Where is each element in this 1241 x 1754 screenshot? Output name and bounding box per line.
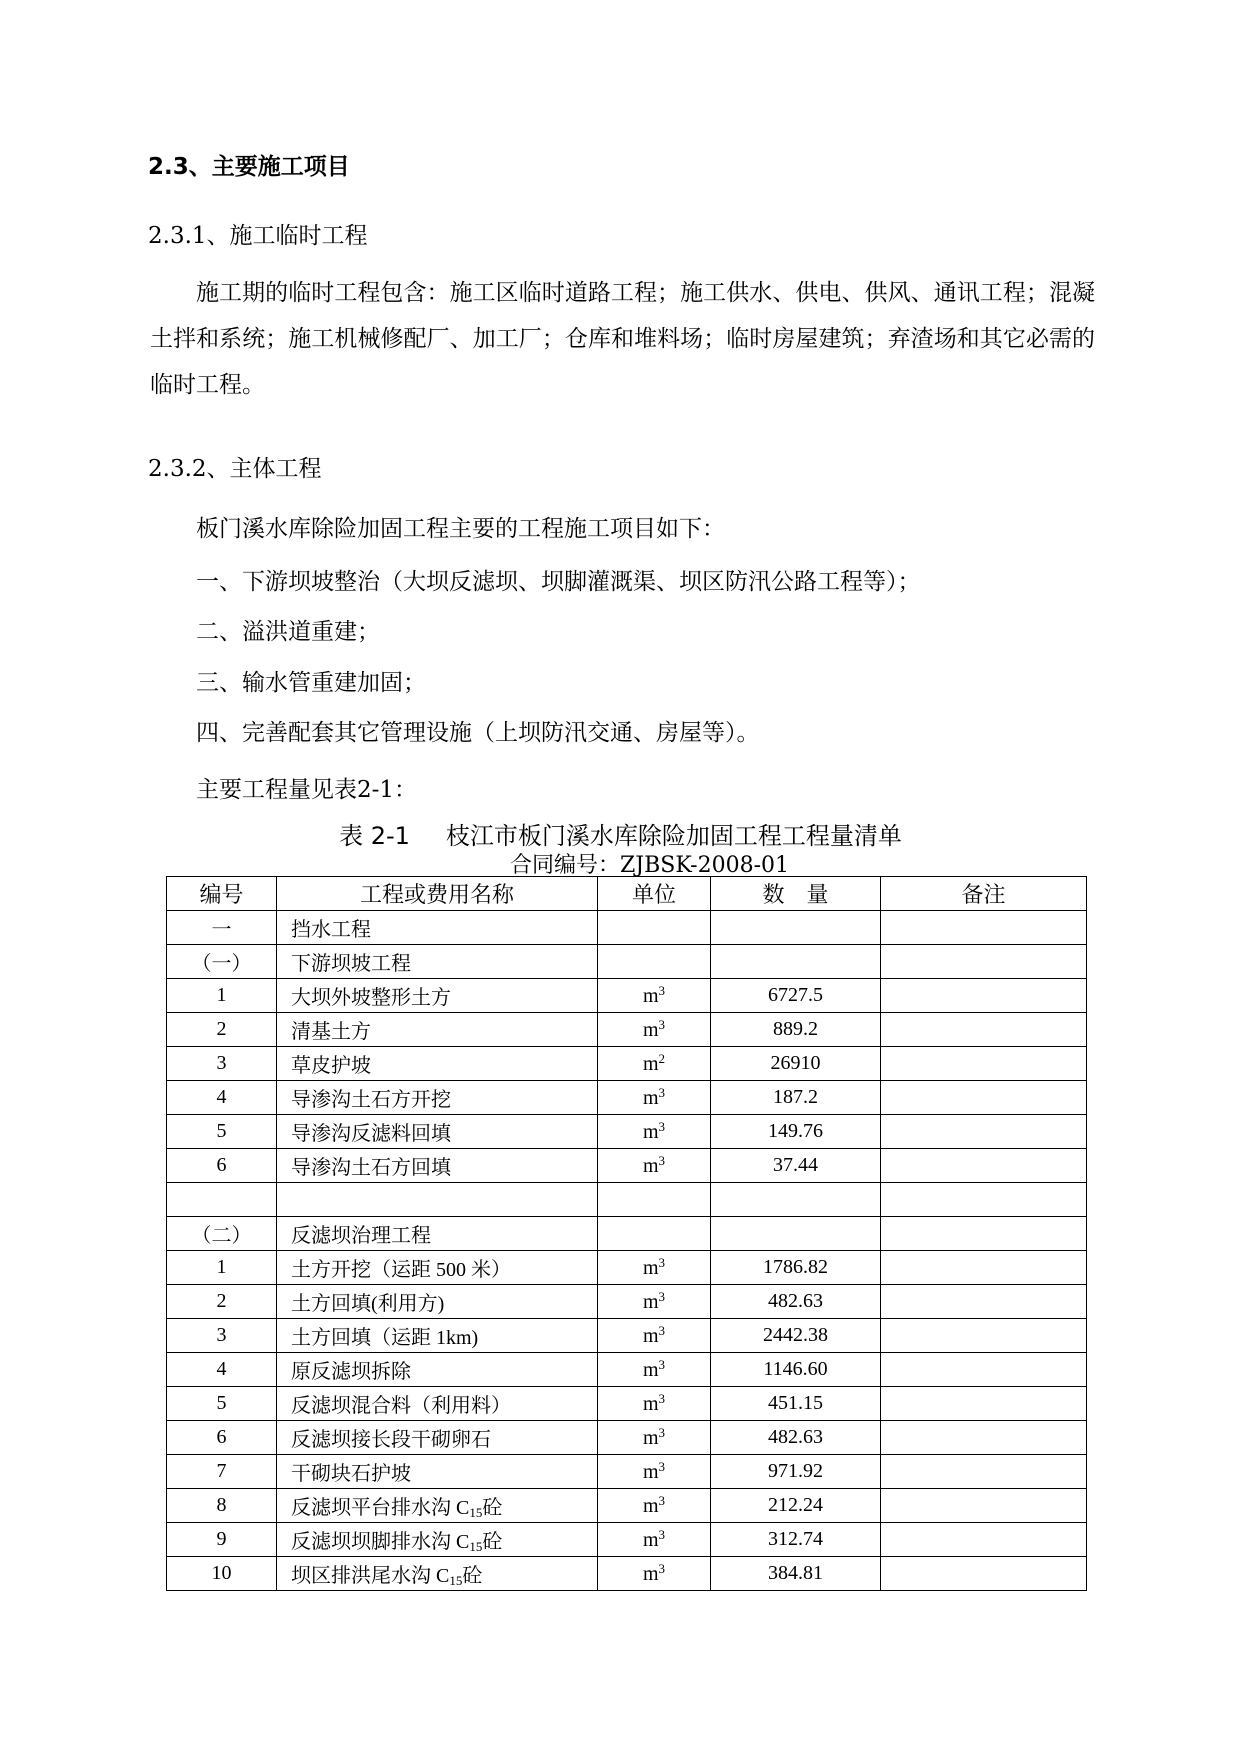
cell-unit-exponent: 3	[658, 1527, 666, 1542]
cell-no: 3	[167, 1047, 277, 1081]
cell-note	[881, 1387, 1087, 1421]
cell-note	[881, 1251, 1087, 1285]
cell-note	[881, 945, 1087, 979]
cell-name: 反滤坝治理工程	[277, 1217, 598, 1251]
table-row	[167, 1319, 1087, 1353]
cell-quantity	[711, 945, 881, 979]
cell-name: 干砌块石护坡	[277, 1455, 598, 1489]
cell-unit	[598, 1285, 711, 1319]
cell-unit-base: m	[642, 1563, 659, 1585]
table-header-row	[167, 877, 1087, 911]
cell-quantity: 312.74	[711, 1523, 881, 1557]
cell-quantity	[711, 1217, 881, 1251]
cell-no	[167, 1183, 277, 1217]
cell-quantity: 6727.5	[711, 979, 881, 1013]
cell-unit	[598, 945, 711, 979]
subsection-title-temporary-works: 2.3.1、施工临时工程	[148, 223, 368, 249]
table-row	[167, 1387, 1087, 1421]
cell-note	[881, 979, 1087, 1013]
cell-name: 导渗沟土石方开挖	[277, 1081, 598, 1115]
cell-unit	[598, 1251, 711, 1285]
cell-unit	[598, 1013, 711, 1047]
header-note: 备注	[881, 877, 1087, 911]
cell-name: 草皮护坡	[277, 1047, 598, 1081]
header-name: 工程或费用名称	[277, 877, 598, 911]
table-row	[167, 1149, 1087, 1183]
cell-unit	[598, 1455, 711, 1489]
main-works-item-4: 四、完善配套其它管理设施（上坝防汛交通、房屋等）。	[196, 720, 760, 746]
cell-unit-base: m	[642, 1155, 659, 1177]
cell-quantity: 1786.82	[711, 1251, 881, 1285]
cell-note	[881, 1149, 1087, 1183]
cell-unit-base: m	[642, 1121, 659, 1143]
cell-unit-base: m	[642, 1325, 659, 1347]
cell-unit	[598, 1115, 711, 1149]
cell-quantity: 451.15	[711, 1387, 881, 1421]
cell-unit	[598, 979, 711, 1013]
temporary-works-paragraph: 施工期的临时工程包含：施工区临时道路工程；施工供水、供电、供风、通讯工程；混凝土拌和系统；施工机械修配厂、加工厂；仓库和堆料场；临时房屋建筑；弃渣场和其它必需的临时工程。	[150, 280, 1095, 398]
cell-name-subscript: 15	[469, 1504, 483, 1520]
cell-no: 6	[167, 1421, 277, 1455]
cell-no: 4	[167, 1353, 277, 1387]
cell-no: 4	[167, 1081, 277, 1115]
table-row	[167, 1081, 1087, 1115]
cell-no: （二）	[167, 1217, 277, 1251]
cell-unit-exponent: 3	[658, 1289, 666, 1304]
cell-name-subscript: 15	[449, 1572, 463, 1588]
subsection-title-main-works: 2.3.2、主体工程	[148, 456, 322, 482]
cell-name: 土方回填(利用方)	[277, 1285, 598, 1319]
table-row	[167, 1251, 1087, 1285]
cell-unit-base: m	[642, 1291, 659, 1313]
cell-name-subscript: 15	[469, 1538, 483, 1554]
cell-unit-exponent: 3	[658, 1255, 666, 1270]
cell-unit-exponent: 3	[658, 983, 666, 998]
table-row	[167, 945, 1087, 979]
cell-unit-base: m	[642, 1495, 659, 1517]
header-unit: 单位	[598, 877, 711, 911]
cell-unit-exponent: 3	[658, 1425, 666, 1440]
cell-no: 一	[167, 911, 277, 945]
cell-name-tail: 砼	[462, 1564, 483, 1587]
cell-unit-base: m	[642, 985, 659, 1007]
cell-unit-exponent: 3	[658, 1017, 666, 1032]
cell-no: 8	[167, 1489, 277, 1523]
table-title	[0, 816, 1241, 851]
cell-name: 导渗沟反滤料回填	[277, 1115, 598, 1149]
cell-unit-exponent: 3	[658, 1153, 666, 1168]
cell-note	[881, 1353, 1087, 1387]
cell-name-text: 反滤坝平台排水沟 C	[291, 1496, 470, 1519]
table-row	[167, 1183, 1087, 1217]
cell-note	[881, 1557, 1087, 1591]
cell-note	[881, 1421, 1087, 1455]
cell-note	[881, 1217, 1087, 1251]
cell-no: 6	[167, 1149, 277, 1183]
cell-no: 7	[167, 1455, 277, 1489]
table-row	[167, 1115, 1087, 1149]
cell-name: 导渗沟土石方回填	[277, 1149, 598, 1183]
cell-quantity: 37.44	[711, 1149, 881, 1183]
table-reference-line: 主要工程量见表2-1：	[196, 777, 418, 803]
cell-unit-exponent: 2	[658, 1051, 666, 1066]
main-works-item-3: 三、输水管重建加固；	[196, 670, 426, 696]
cell-unit	[598, 1387, 711, 1421]
table-row	[167, 1217, 1087, 1251]
cell-quantity	[711, 1183, 881, 1217]
cell-unit-exponent: 3	[658, 1357, 666, 1372]
cell-name	[277, 1557, 598, 1591]
table-row	[167, 1455, 1087, 1489]
cell-note	[881, 1489, 1087, 1523]
cell-note	[881, 1047, 1087, 1081]
cell-no: 1	[167, 979, 277, 1013]
cell-name: 原反滤坝拆除	[277, 1353, 598, 1387]
cell-unit-exponent: 3	[658, 1323, 666, 1338]
cell-no: 2	[167, 1285, 277, 1319]
table-row	[167, 1353, 1087, 1387]
cell-name: 挡水工程	[277, 911, 598, 945]
cell-quantity	[711, 911, 881, 945]
cell-name	[277, 1489, 598, 1523]
cell-unit-base: m	[642, 1461, 659, 1483]
cell-unit-base: m	[642, 1529, 659, 1551]
cell-name	[277, 1183, 598, 1217]
cell-quantity: 384.81	[711, 1557, 881, 1591]
cell-quantity: 889.2	[711, 1013, 881, 1047]
contract-number: 合同编号：ZJBSK-2008-01	[509, 853, 790, 878]
cell-quantity: 482.63	[711, 1285, 881, 1319]
cell-name-text: 反滤坝坝脚排水沟 C	[291, 1530, 470, 1553]
cell-unit	[598, 1149, 711, 1183]
cell-note	[881, 1183, 1087, 1217]
cell-unit-exponent: 3	[658, 1493, 666, 1508]
cell-unit-exponent: 3	[658, 1085, 666, 1100]
cell-unit-exponent: 3	[658, 1119, 666, 1134]
table-row	[167, 1013, 1087, 1047]
cell-no: 9	[167, 1523, 277, 1557]
cell-quantity: 1146.60	[711, 1353, 881, 1387]
table-row	[167, 1489, 1087, 1523]
cell-name: 反滤坝接长段干砌卵石	[277, 1421, 598, 1455]
cell-no: 2	[167, 1013, 277, 1047]
cell-unit	[598, 1421, 711, 1455]
header-no: 编号	[167, 877, 277, 911]
cell-no: 1	[167, 1251, 277, 1285]
cell-quantity: 482.63	[711, 1421, 881, 1455]
cell-no: 10	[167, 1557, 277, 1591]
table-row	[167, 1557, 1087, 1591]
cell-note	[881, 1319, 1087, 1353]
cell-unit-base: m	[642, 1393, 659, 1415]
cell-unit-exponent: 3	[658, 1561, 666, 1576]
cell-unit-exponent: 3	[658, 1459, 666, 1474]
table-row	[167, 979, 1087, 1013]
table-title-number: 表 2-1	[339, 822, 410, 850]
main-works-item-2: 二、溢洪道重建；	[196, 619, 380, 645]
table-row	[167, 911, 1087, 945]
table-title-text: 枝江市板门溪水库除险加固工程工程量清单	[445, 822, 902, 850]
cell-unit	[598, 911, 711, 945]
quantity-table	[166, 876, 1087, 1591]
cell-unit-base: m	[642, 1053, 659, 1075]
cell-unit-base: m	[642, 1257, 659, 1279]
cell-unit	[598, 1489, 711, 1523]
cell-no: 3	[167, 1319, 277, 1353]
cell-note	[881, 1115, 1087, 1149]
cell-name: 土方回填（运距 1km)	[277, 1319, 598, 1353]
cell-quantity: 212.24	[711, 1489, 881, 1523]
table-row	[167, 1421, 1087, 1455]
table-row	[167, 1047, 1087, 1081]
cell-name: 反滤坝混合料（利用料）	[277, 1387, 598, 1421]
cell-unit	[598, 1523, 711, 1557]
cell-no: 5	[167, 1387, 277, 1421]
cell-note	[881, 1455, 1087, 1489]
cell-unit-base: m	[642, 1019, 659, 1041]
cell-quantity: 187.2	[711, 1081, 881, 1115]
cell-no: 5	[167, 1115, 277, 1149]
cell-note	[881, 911, 1087, 945]
cell-note	[881, 1013, 1087, 1047]
cell-name-tail: 砼	[482, 1496, 503, 1519]
cell-quantity: 26910	[711, 1047, 881, 1081]
cell-unit	[598, 1047, 711, 1081]
cell-unit-base: m	[642, 1359, 659, 1381]
header-quantity: 数 量	[711, 877, 881, 911]
cell-unit-exponent: 3	[658, 1391, 666, 1406]
main-works-intro: 板门溪水库除险加固工程主要的工程施工项目如下：	[196, 516, 725, 542]
cell-unit	[598, 1081, 711, 1115]
table-row	[167, 1523, 1087, 1557]
cell-name: 下游坝坡工程	[277, 945, 598, 979]
cell-unit-base: m	[642, 1087, 659, 1109]
cell-note	[881, 1285, 1087, 1319]
main-works-item-1: 一、下游坝坡整治（大坝反滤坝、坝脚灌溉渠、坝区防汛公路工程等）；	[196, 569, 921, 595]
cell-quantity: 149.76	[711, 1115, 881, 1149]
table-row	[167, 1285, 1087, 1319]
cell-quantity: 971.92	[711, 1455, 881, 1489]
cell-name	[277, 1523, 598, 1557]
cell-quantity: 2442.38	[711, 1319, 881, 1353]
cell-note	[881, 1081, 1087, 1115]
cell-name: 清基土方	[277, 1013, 598, 1047]
cell-note	[881, 1523, 1087, 1557]
cell-name-tail: 砼	[482, 1530, 503, 1553]
cell-unit	[598, 1183, 711, 1217]
cell-name-text: 坝区排洪尾水沟 C	[291, 1564, 450, 1587]
cell-unit-base: m	[642, 1427, 659, 1449]
cell-name: 大坝外坡整形土方	[277, 979, 598, 1013]
cell-unit	[598, 1217, 711, 1251]
cell-unit	[598, 1319, 711, 1353]
section-title: 2.3、主要施工项目	[148, 154, 350, 180]
cell-unit	[598, 1353, 711, 1387]
cell-name: 土方开挖（运距 500 米）	[277, 1251, 598, 1285]
cell-unit	[598, 1557, 711, 1591]
cell-no: （一）	[167, 945, 277, 979]
